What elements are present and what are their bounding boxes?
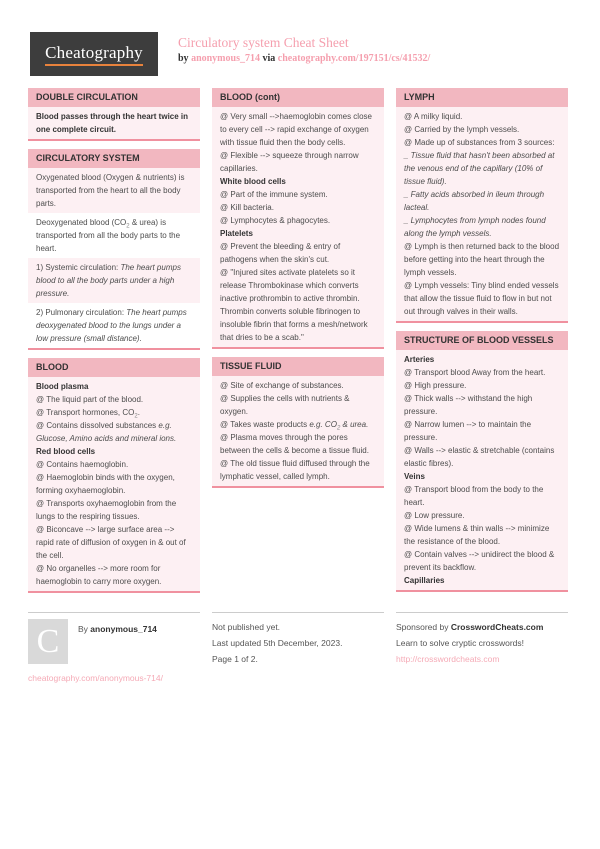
- paragraph: @ Very small -->haemoglobin comes close to every cell --> rapid exchange of oxygen with tissue fluid then the body cells.: [220, 112, 372, 147]
- paragraph: Platelets: [220, 229, 253, 238]
- page-header: [178, 34, 430, 64]
- paragraph: @ Lymphocytes & phagocytes.: [220, 216, 331, 225]
- footer-author-link[interactable]: anonymous_714: [90, 624, 157, 634]
- status-published: Not published yet.: [212, 622, 281, 632]
- paragraph: @ Prevent the bleeding & entry of pathogens when the skin's cut.: [220, 242, 341, 264]
- content-area: [28, 88, 568, 601]
- sponsor-url-link[interactable]: http://crosswordcheats.com: [396, 654, 500, 664]
- sponsor-tagline: Learn to solve cryptic crosswords!: [396, 638, 525, 648]
- paragraph: Oxygenated blood (Oxygen & nutrients) is transported from the heart to all the body parts.: [36, 173, 185, 208]
- section: [396, 88, 568, 323]
- section-header: BLOOD (cont): [212, 88, 384, 107]
- cheatography-logo-text: Cheatography: [45, 43, 143, 66]
- paragraph: @ Low pressure.: [404, 511, 465, 520]
- sponsor-line: [396, 619, 568, 635]
- author-link[interactable]: anonymous_714: [191, 53, 260, 64]
- section-row: [212, 376, 384, 486]
- paragraph: @ Lymph is then returned back to the blood before getting into the heart through the lymph vessels.: [404, 242, 560, 277]
- section: [28, 358, 200, 593]
- footer-author-url-link[interactable]: cheatography.com/anonymous-714/: [28, 673, 163, 683]
- paragraph: @ Contains dissolved substances e.g. Glucose, Amino acids and mineral ions.: [36, 421, 177, 443]
- sheet-url-link[interactable]: cheatography.com/197151/cs/41532/: [277, 53, 431, 64]
- paragraph: @ Flexible --> squeeze through narrow capillaries.: [220, 151, 359, 173]
- paragraph: Arteries: [404, 355, 435, 364]
- paragraph: White blood cells: [220, 177, 286, 186]
- paragraph: @ Transport blood from the body to the heart.: [404, 485, 544, 507]
- section-row: [28, 377, 200, 591]
- paragraph: _ Fatty acids absorbed in ileum through lacteal.: [404, 190, 545, 212]
- paragraph: @ Lymph vessels: Tiny blind ended vessels that allow the tissue fluid to flow in but not out through valves in their walls.: [404, 281, 559, 316]
- byline: [178, 53, 430, 64]
- footer-status-column: [212, 612, 384, 686]
- paragraph: _ Lymphocytes from lymph nodes found along the lymph vessels.: [404, 216, 546, 238]
- status-updated: Last updated 5th December, 2023.: [212, 638, 343, 648]
- footer-by-label: By: [78, 624, 88, 634]
- section-row: [212, 107, 384, 347]
- footer-sponsor-column: [396, 612, 568, 686]
- section-row: [28, 168, 200, 213]
- paragraph: @ Contains haemoglobin.: [36, 460, 129, 469]
- section: [28, 88, 200, 141]
- paragraph: _ Tissue fluid that hasn't been absorbed at the venous end of the capillary (10% of tissue fluid).: [404, 151, 555, 186]
- paragraph: Blood passes through the heart twice in one complete circuit.: [36, 112, 189, 134]
- paragraph: 2) Pulmonary circulation: The heart pumps deoxygenated blood to the lungs under a low pressure (small distance).: [36, 308, 187, 343]
- content-column-3: [396, 88, 568, 601]
- section-row: [28, 107, 200, 139]
- paragraph: @ Walls --> elastic & stretchable (contains elastic fibres).: [404, 446, 555, 468]
- paragraph: @ Wide lumens & thin walls --> minimize the resistance of the blood.: [404, 524, 550, 546]
- section: [28, 149, 200, 350]
- paragraph: Deoxygenated blood ($CO_2$ & urea) is transported from all the body parts to the heart.: [36, 218, 181, 253]
- section-header: BLOOD: [28, 358, 200, 377]
- paragraph: @ Made up of substances from 3 sources:: [404, 138, 555, 147]
- section: [396, 331, 568, 592]
- paragraph: @ Biconcave --> large surface area --> rapid rate of diffusion of oxygen in & out of the cell.: [36, 525, 186, 560]
- section-row: [28, 258, 200, 303]
- paragraph: Red blood cells: [36, 447, 96, 456]
- paragraph: @ Plasma moves through the pores between the cells & become a tissue fluid.: [220, 433, 369, 455]
- status-page-number: Page 1 of 2.: [212, 654, 258, 664]
- section-header: DOUBLE CIRCULATION: [28, 88, 200, 107]
- sponsor-name: CrosswordCheats.com: [450, 622, 544, 632]
- section-header: TISSUE FLUID: [212, 357, 384, 376]
- paragraph: Blood plasma: [36, 382, 89, 391]
- paragraph: Veins: [404, 472, 425, 481]
- section: [212, 88, 384, 349]
- paragraph: @ Transport hormones, $CO_2$.: [36, 408, 140, 420]
- paragraph: @ The liquid part of the blood.: [36, 395, 144, 404]
- paragraph: @ Thick walls --> withstand the high pressure.: [404, 394, 533, 416]
- section-header: CIRCULATORY SYSTEM: [28, 149, 200, 168]
- section-row: [28, 303, 200, 348]
- section-header: STRUCTURE OF BLOOD VESSELS: [396, 331, 568, 350]
- content-column-2: [212, 88, 384, 601]
- byline-by-label: by: [178, 53, 189, 64]
- sponsor-prefix: Sponsored by: [396, 622, 449, 632]
- content-column-1: [28, 88, 200, 601]
- paragraph: @ Transport blood Away from the heart.: [404, 368, 546, 377]
- section-header: LYMPH: [396, 88, 568, 107]
- paragraph: @ "Injured sites activate platelets so it release Thrombokinase which converts inactive prothrombin to active thrombin. Thrombin converts soluble fibrinogen to insoluble fibrin that forms a mesh/network that dries to be a scab.": [220, 268, 368, 342]
- paragraph: @ Transports oxyhaemoglobin from the lungs to the respiring tissues.: [36, 499, 177, 521]
- page-title: Circulatory system Cheat Sheet: [178, 35, 349, 50]
- paragraph: @ Narrow lumen --> to maintain the pressure.: [404, 420, 532, 442]
- page-footer: [28, 612, 568, 686]
- paragraph: @ Contain valves --> unidirect the blood & prevent its backflow.: [404, 550, 555, 572]
- avatar[interactable]: [28, 619, 68, 664]
- paragraph: @ Site of exchange of substances.: [220, 381, 344, 390]
- paragraph: @ A milky liquid.: [404, 112, 463, 121]
- paragraph: @ The old tissue fluid diffused through the lymphatic vessel, called lymph.: [220, 459, 370, 481]
- paragraph: 1) Systemic circulation: The heart pumps blood to all the body parts under a high pressure.: [36, 263, 181, 298]
- paragraph: @ Haemoglobin binds with the oxygen, forming oxyhaemoglobin.: [36, 473, 175, 495]
- paragraph: @ Part of the immune system.: [220, 190, 328, 199]
- section-row: [396, 350, 568, 590]
- paragraph: @ Takes waste products e.g. $CO_2$ & urea.: [220, 420, 369, 432]
- paragraph: @ Supplies the cells with nutrients & oxygen.: [220, 394, 350, 416]
- paragraph: @ High pressure.: [404, 381, 467, 390]
- section-row: [28, 213, 200, 258]
- paragraph: @ Carried by the lymph vessels.: [404, 125, 520, 134]
- avatar-letter: C: [36, 622, 60, 660]
- footer-author-column: [28, 612, 200, 686]
- cheatography-logo[interactable]: [30, 32, 158, 76]
- paragraph: Capillaries: [404, 576, 445, 585]
- paragraph: @ Kill bacteria.: [220, 203, 274, 212]
- paragraph: @ No organelles --> more room for haemoglobin to carry more oxygen.: [36, 564, 162, 586]
- footer-byline: [78, 621, 157, 664]
- section: [212, 357, 384, 488]
- section-row: [396, 107, 568, 321]
- byline-via-label: via: [262, 53, 276, 64]
